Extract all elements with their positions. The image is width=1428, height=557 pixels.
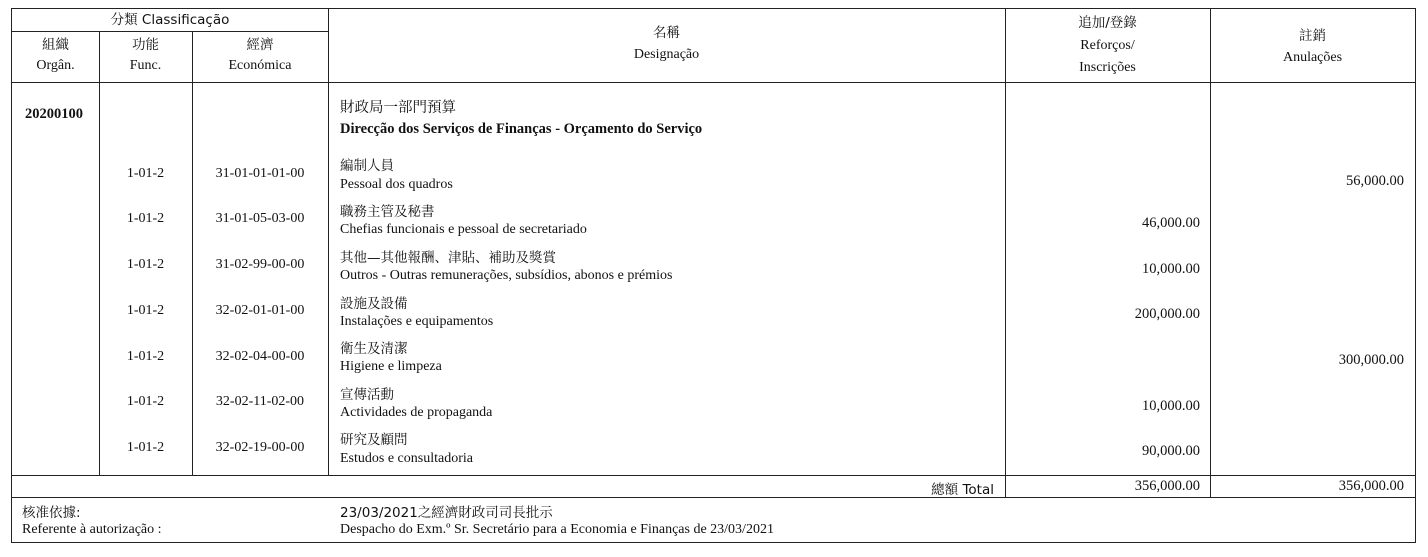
header-classification: 分類 Classificação (110, 12, 230, 28)
reinforce-amount: 90,000.00 (1142, 443, 1200, 459)
row-name-pt: Higiene e limpeza (340, 359, 442, 374)
row-name-cn: 設施及設備 (340, 296, 408, 312)
header-func-pt: Func. (129, 58, 162, 73)
row-name-cn: 職務主管及秘書 (340, 204, 435, 220)
header-econ-cn: 經濟 (246, 37, 274, 53)
organ-name-cn: 財政局一部門預算 (340, 100, 456, 116)
row-name-pt: Estudos e consultadoria (340, 451, 473, 466)
total-reinforce: 356,000.00 (1134, 478, 1200, 494)
econ-code: 31-01-05-03-00 (215, 211, 305, 226)
cancel-amount: 300,000.00 (1338, 352, 1404, 368)
row-name-cn: 編制人員 (340, 158, 394, 174)
header-organ-cn: 組織 (42, 37, 69, 53)
econ-code: 31-01-01-01-00 (215, 166, 305, 181)
func-code: 1-01-2 (126, 303, 165, 318)
func-code: 1-01-2 (126, 211, 165, 226)
header-func-cn: 功能 (132, 37, 159, 53)
econ-code: 32-02-11-02-00 (215, 394, 305, 409)
func-code: 1-01-2 (126, 257, 165, 272)
row-name-cn: 宣傳活動 (340, 387, 394, 403)
authorization-label-pt: Referente à autorização : (22, 522, 162, 537)
row-name-pt: Outros - Outras remunerações, subsídios, abonos e prémios (340, 268, 673, 283)
authorization-text-cn: 23/03/2021之經濟財政司司長批示 (340, 505, 553, 521)
header-cancel-pt: Anulações (1282, 50, 1343, 65)
func-code: 1-01-2 (126, 166, 165, 181)
reinforce-amount: 200,000.00 (1134, 306, 1200, 322)
reinforce-amount: 10,000.00 (1142, 261, 1200, 277)
row-name-pt: Instalações e equipamentos (340, 314, 494, 329)
row-name-pt: Actividades de propaganda (340, 405, 493, 420)
header-designation-pt: Designação (633, 47, 700, 62)
header-reinforce-pt2: Inscrições (1079, 60, 1136, 75)
row-name-pt: Chefias funcionais e pessoal de secretariado (340, 222, 587, 237)
header-organ-pt: Orgân. (36, 58, 75, 73)
func-code: 1-01-2 (126, 394, 165, 409)
authorization-label-cn: 核准依據: (22, 505, 81, 521)
row-name-pt: Pessoal dos quadros (340, 177, 453, 192)
reinforce-amount: 10,000.00 (1142, 398, 1200, 414)
econ-code: 32-02-01-01-00 (215, 303, 305, 318)
row-name-cn: 其他—其他報酬、津貼、補助及獎賞 (340, 250, 556, 266)
econ-code: 32-02-19-00-00 (215, 440, 305, 455)
header-reinforce-cn: 追加/登錄 (1078, 15, 1137, 31)
total-label: 總額 Total (931, 482, 994, 498)
organ-code: 20200100 (25, 106, 83, 122)
authorization-text-pt: Despacho do Exm.º Sr. Secretário para a Economia e Finanças de 23/03/2021 (340, 522, 774, 537)
budget-table (11, 8, 1416, 543)
row-name-cn: 衛生及清潔 (340, 341, 408, 357)
cancel-amount: 56,000.00 (1346, 173, 1404, 189)
organ-name-pt: Direcção dos Serviços de Finanças - Orçamento do Serviço (340, 121, 703, 137)
func-code: 1-01-2 (126, 349, 165, 364)
header-reinforce-pt1: Reforços/ (1080, 38, 1135, 53)
header-econ-pt: Económica (228, 58, 292, 73)
econ-code: 31-02-99-00-00 (215, 257, 305, 272)
func-code: 1-01-2 (126, 440, 165, 455)
total-cancel: 356,000.00 (1338, 478, 1404, 494)
econ-code: 32-02-04-00-00 (215, 349, 305, 364)
reinforce-amount: 46,000.00 (1142, 215, 1200, 231)
row-name-cn: 研究及顧問 (340, 432, 408, 448)
header-cancel-cn: 註銷 (1299, 28, 1326, 44)
header-designation-cn: 名稱 (653, 25, 680, 41)
